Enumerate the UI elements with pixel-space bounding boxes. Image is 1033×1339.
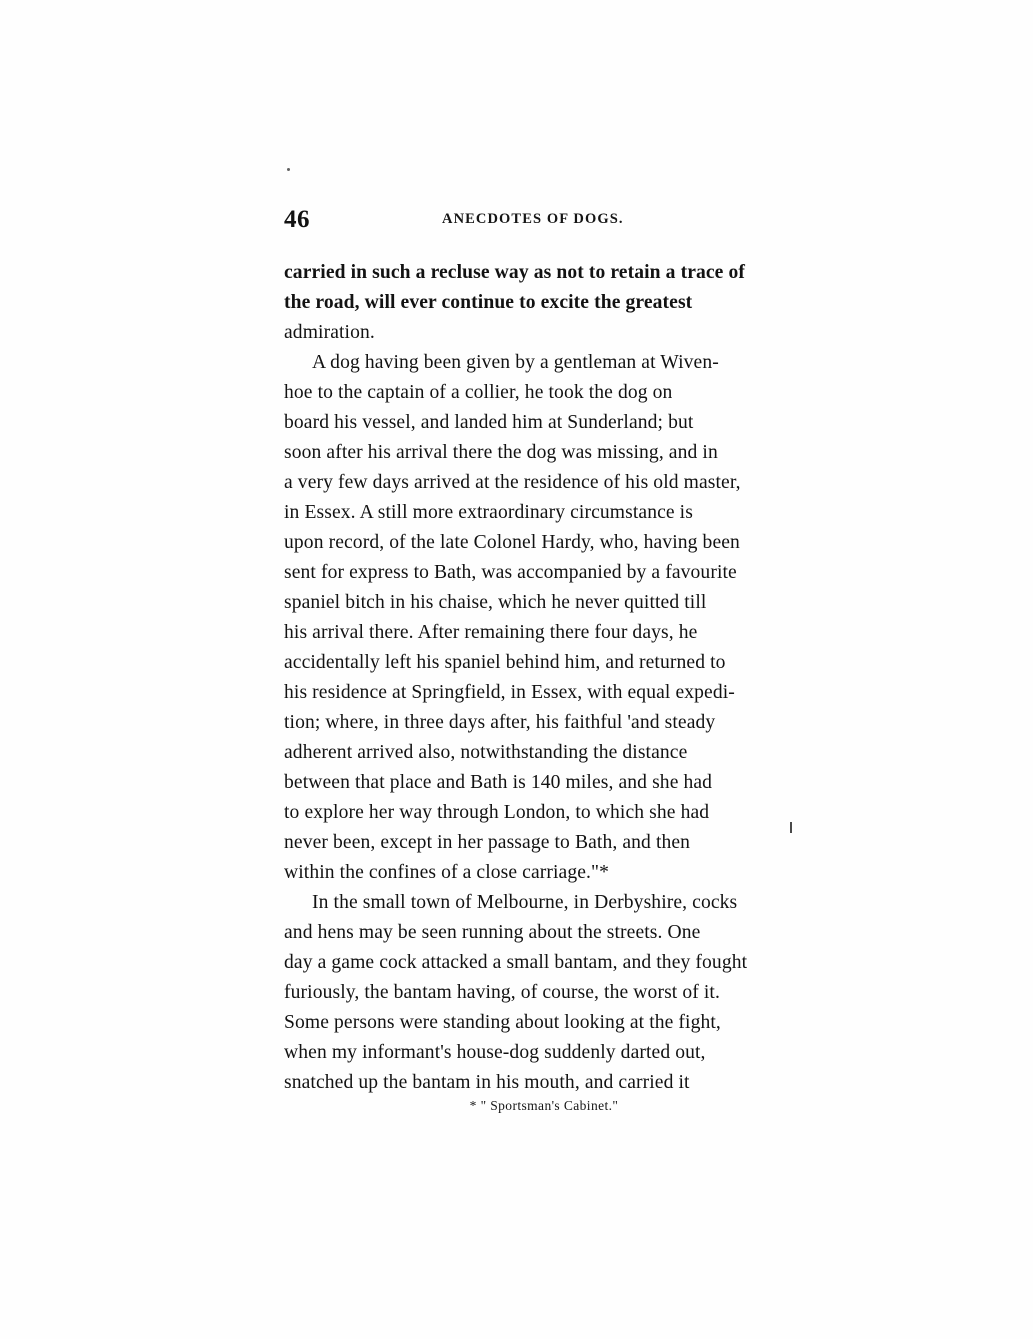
paragraph (284, 888, 804, 1098)
text-line: board his vessel, and landed him at Sunderland; but (284, 412, 694, 433)
page-number: 46 (284, 206, 310, 233)
text-line: carried in such a recluse way as not to retain a trace of (284, 262, 745, 283)
text-block (284, 258, 804, 1098)
text-line: upon record, of the late Colonel Hardy, who, having been (284, 532, 740, 553)
text-line: day a game cock attacked a small bantam, and they fought (284, 952, 748, 973)
text-line: his residence at Springfield, in Essex, with equal expedi- (284, 682, 735, 703)
text-line: spaniel bitch in his chaise, which he never quitted till (284, 592, 707, 613)
text-line: hoe to the captain of a collier, he took the dog on (284, 382, 673, 403)
text-line: in Essex. A still more extraordinary circumstance is (284, 502, 693, 523)
text-line: adherent arrived also, notwithstanding the distance (284, 742, 688, 763)
text-line: soon after his arrival there the dog was missing, and in (284, 442, 718, 463)
text-line: In the small town of Melbourne, in Derbyshire, cocks (312, 892, 738, 913)
text-line: a very few days arrived at the residence of his old master, (284, 472, 741, 493)
footnote: * " Sportsman's Cabinet." (469, 1098, 619, 1113)
ink-speck (287, 168, 290, 171)
text-line: furiously, the bantam having, of course, the worst of it. (284, 982, 720, 1003)
text-line: accidentally left his spaniel behind him, and returned to (284, 652, 726, 673)
text-line: the road, will ever continue to excite the greatest (284, 292, 693, 313)
text-line: tion; where, in three days after, his faithful 'and steady (284, 712, 716, 733)
text-line: A dog having been given by a gentleman at Wiven- (312, 352, 719, 373)
ink-mark (790, 822, 792, 833)
text-line: within the confines of a close carriage."* (284, 862, 610, 883)
text-line: admiration. (284, 322, 375, 343)
text-line: never been, except in her passage to Bath, and then (284, 832, 691, 853)
running-head-title: ANECDOTES OF DOGS. (442, 211, 624, 227)
text-line: between that place and Bath is 140 miles, and she had (284, 772, 713, 793)
text-line: sent for express to Bath, was accompanied by a favourite (284, 562, 737, 583)
text-line: Some persons were standing about looking at the fight, (284, 1012, 721, 1033)
text-line: snatched up the bantam in his mouth, and carried it (284, 1072, 690, 1093)
text-line: his arrival there. After remaining there four days, he (284, 622, 698, 643)
paragraph (284, 258, 804, 348)
running-head (284, 206, 804, 234)
text-line: to explore her way through London, to which she had (284, 802, 710, 823)
paragraph (284, 348, 804, 888)
text-line: when my informant's house-dog suddenly darted out, (284, 1042, 706, 1063)
text-line: and hens may be seen running about the streets. One (284, 922, 701, 943)
